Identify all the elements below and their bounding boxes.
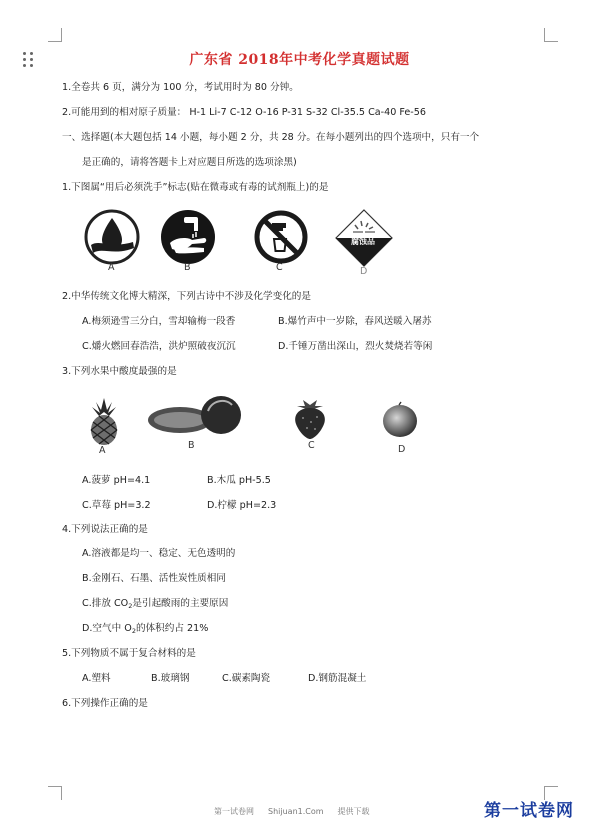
question-3-stem: 3.下列水果中酸度最强的是: [62, 366, 177, 377]
q1-label-b: B: [184, 262, 191, 273]
q3-label-b: B: [188, 440, 195, 451]
q2-option-c[interactable]: C.爝火燃回春浩浩，洪炉照破夜沉沉: [82, 341, 236, 352]
crop-mark-top-right: [544, 28, 558, 42]
o2-subscript: 2: [131, 627, 136, 635]
no-drinking-icon: [253, 209, 309, 269]
crop-mark-top-left: [48, 28, 62, 42]
q1-label-a: A: [108, 262, 115, 273]
q1-label-c: C: [276, 262, 283, 273]
footer-download-text: 提供下载: [337, 807, 370, 816]
footer-site-name: 第一试卷网: [214, 807, 254, 816]
section-heading-cont: 是正确的，请将答题卡上对应题目所选的选项涂黑): [82, 157, 297, 168]
section-heading: 一、选择题(本大题包括 14 小题，每小题 2 分，共 28 分。在每小题列出的四个选项中，只有一个: [62, 132, 480, 143]
lemon-image: [380, 400, 420, 444]
q3-label-d: D: [398, 444, 406, 455]
strawberry-image: [290, 396, 330, 444]
co2-subscript: 2: [128, 602, 133, 610]
q3-option-c[interactable]: C.草莓 pH=3.2: [82, 500, 151, 511]
q5-option-b[interactable]: B.玻璃钢: [151, 673, 190, 684]
page-title: 广东省 2018年中考化学真题试题: [189, 52, 410, 68]
question-4-stem: 4.下列说法正确的是: [62, 524, 148, 535]
q5-option-d[interactable]: D.钢筋混凝土: [308, 673, 367, 684]
question-2-stem: 2.中华传统文化博大精深，下列古诗中不涉及化学变化的是: [62, 291, 311, 302]
pineapple-image: [84, 396, 124, 450]
q4-option-b[interactable]: B.金刚石、石墨、活性炭性质相同: [82, 573, 226, 584]
brand-watermark: 第一试卷网: [484, 801, 574, 821]
q3-option-a[interactable]: A.菠萝 pH=4.1: [82, 475, 151, 486]
q1-label-d: D: [360, 266, 368, 277]
papaya-image: [146, 390, 246, 442]
q4-option-a[interactable]: A.溶液都是均一、稳定、无色透明的: [82, 548, 236, 559]
q3-label-a: A: [99, 445, 106, 456]
q2-option-a[interactable]: A.梅须逊雪三分白，雪却输梅一段香: [82, 316, 236, 327]
q4-option-c-text-end: 是引起酸雨的主要原因: [132, 598, 229, 609]
q2-option-d[interactable]: D.千锤万凿出深山，烈火焚烧若等闲: [278, 341, 433, 352]
corrosive-label: 腐蚀品: [351, 237, 375, 246]
crop-mark-bottom-left: [48, 786, 62, 800]
page-footer: [214, 806, 384, 817]
question-5-stem: 5.下列物质不属于复合材料的是: [62, 648, 196, 659]
question-1-stem: 1.下图属“用后必须洗手”标志(贴在微毒或有毒的试剂瓶上)的是: [62, 182, 329, 193]
q3-option-d[interactable]: D.柠檬 pH=2.3: [207, 500, 277, 511]
q4-option-c-text: C.排放 CO: [82, 598, 129, 609]
q3-label-c: C: [308, 440, 315, 451]
q4-option-d[interactable]: [82, 623, 208, 637]
q5-option-c[interactable]: C.碳素陶瓷: [222, 673, 271, 684]
exam-note: 2.可能用到的相对原子质量： H-1 Li-7 C-12 O-16 P-31 S-32 Cl-35.5 Ca-40 Fe-56: [62, 107, 426, 118]
hand-drop-icon: [84, 209, 140, 269]
q5-option-a[interactable]: A.塑料: [82, 673, 111, 684]
q3-option-b[interactable]: B.木瓜 pH-5.5: [207, 475, 271, 486]
footer-site-url[interactable]: Shijuan1.Com: [268, 807, 324, 816]
question-6-stem: 6.下列操作正确的是: [62, 698, 148, 709]
q2-option-b[interactable]: B.爆竹声中一岁除，春风送暖入屠苏: [278, 316, 432, 327]
q4-option-d-text-end: 的体积约占 21%: [135, 623, 209, 634]
exam-note: 1.全卷共 6 页，满分为 100 分，考试用时为 80 分钟。: [62, 82, 299, 93]
hand-wash-icon: [160, 209, 216, 269]
q4-option-c[interactable]: [82, 598, 228, 612]
q4-option-d-text: D.空气中 O: [82, 623, 132, 634]
